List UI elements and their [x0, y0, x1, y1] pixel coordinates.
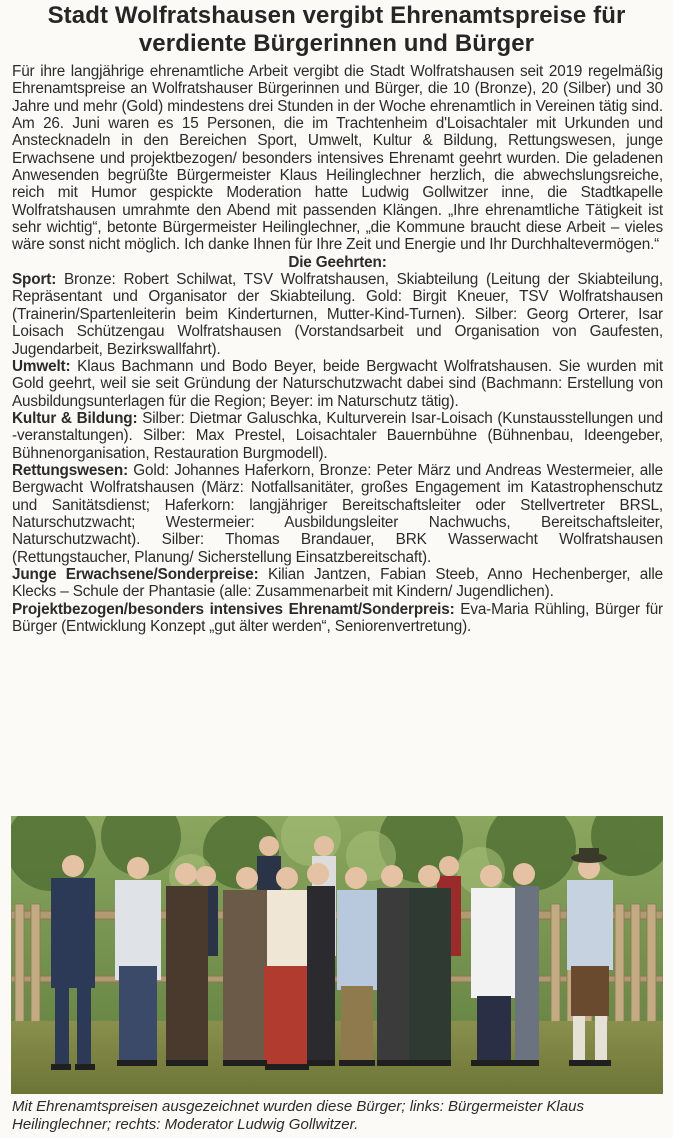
section-junge-erwachsene — [12, 566, 663, 601]
section-sport — [12, 271, 663, 358]
section-text: Bronze: Robert Schilwat, TSV Wolfratshausen, Skiabteilung (Leitung der Skiabteilung, Repräsentant und Organisator der Skiabteilung. Gold: Birgit Kneuer, TSV Wolfratshausen (Trainerin/Spartenleiterin beim Kinderturnen, Mutter-Kind-Turnen). Silber: Georg Orterer, Isar Loisach Schützengau Wolfratshausen (Vorstandsarbeit und Organisation von Gaufesten, Jugendarbeit, Bezirkswallfahrt). — [12, 271, 663, 358]
section-text: Gold: Johannes Haferkorn, Bronze: Peter März und Andreas Westermeier, alle Bergwacht Wolfratshausen (März: Notfallsanitäter, großes Engagement im Katastrophenschutz und Sanitätsdienst; Haferkorn: langjähriger Bereitschaftsleiter oder Stellvertreter BRSL, Naturschutzwacht; Westermeier: Ausbildungsleiter Nachwuchs, Bereitschaftsleiter, Naturschutzwacht). Silber: Thomas Brandauer, BRK Wasserwacht Wolfratshausen (Rettungstaucher, Planung/ Sicherstellung Einsatzbereitschaft). — [12, 461, 663, 566]
section-label: Rettungswesen: — [12, 461, 129, 479]
section-rettungswesen — [12, 462, 663, 566]
section-label: Projektbezogen/besonders intensives Ehrenamt/Sonderpreis: — [12, 600, 455, 618]
group-photo — [11, 816, 663, 1094]
section-label: Sport: — [12, 271, 57, 289]
section-umwelt — [12, 358, 663, 410]
photo-caption: Mit Ehrenamtspreisen ausgezeichnet wurden diese Bürger; links: Bürgermeister Klaus Heilinglechner; rechts: Moderator Ludwig Gollwitzer. — [12, 1098, 584, 1133]
section-label: Umwelt: — [12, 357, 71, 375]
honorees-subheading: Die Geehrten: — [288, 253, 387, 271]
section-kultur-bildung — [12, 410, 663, 462]
section-text: Silber: Dietmar Galuschka, Kulturverein Isar-Loisach (Kunstausstellungen und -veranstaltungen). Silber: Max Prestel, Loisachtaler Bauernbühne (Bühnenbau, Ideengeber, Bühnenorganisation, Restauration Burgmodell). — [12, 409, 663, 462]
intro-paragraph: Für ihre langjährige ehrenamtliche Arbeit vergibt die Stadt Wolfratshausen seit 2019 regelmäßig Ehrenamtspreise an Wolfratshauser Bürgerinnen und Bürger, die 10 (Bronze), 20 (Silber) und 30 Jahre und mehr (Gold) mindestens drei Stunden in der Woche ehrenamtlich in Vereinen tätig sind. Am 26. Juni waren es 15 Personen, die im Trachtenheim d'Loisachtaler mit Urkunden und Anstecknadeln in den Bereichen Sport, Umwelt, Kultur & Bildung, Rettungswesen, junge Erwachsene und projektbezogen/ besonders intensives Ehrenamt geehrt wurden. Die geladenen Anwesenden begrüßte Bürgermeister Klaus Heilinglechner herzlich, die abwechslungsreiche, reich mit Humor gespickte Moderation hatte Ludwig Gollwitzer inne, die Stadtkapelle Wolfratshausen umrahmte den Abend mit passenden Klängen. „Ihre ehrenamtliche Tätigkeit ist sehr wichtig“, betonte Bürgermeister Heilinglechner, „die Kommune braucht diese Arbeit – vieles wäre sonst nicht möglich. Ich danke Ihnen für Ihre Zeit und Energie und Ihr Durchhaltevermögen.“ — [12, 63, 663, 254]
article-headline: Stadt Wolfratshausen vergibt Ehrenamtspreise für verdiente Bürgerinnen und Bürger — [47, 2, 626, 57]
section-projektbezogen — [12, 601, 663, 636]
section-text: Kilian Jantzen, Fabian Steeb, Anno Hechenberger, alle Klecks – Schule der Phantasie (alle: Zusammenarbeit mit Kindern/ Jugendlichen). — [12, 565, 663, 601]
section-text: Klaus Bachmann und Bodo Beyer, beide Bergwacht Wolfratshausen. Sie wurden mit Gold geehrt, weil sie seit Gründung der Naturschutzwacht dabei sind (Bachmann: Erstellung von Ausbildungsunterlagen für die Region; Beyer: im Naturschutz tätig). — [12, 357, 663, 410]
article-body — [12, 63, 663, 635]
section-text: Eva-Maria Rühling, Bürger für Bürger (Entwicklung Konzept „gut älter werden“, Seniorenvertretung). — [12, 600, 663, 635]
section-label: Kultur & Bildung: — [12, 409, 138, 427]
section-label: Junge Erwachsene/Sonderpreise: — [12, 565, 259, 583]
